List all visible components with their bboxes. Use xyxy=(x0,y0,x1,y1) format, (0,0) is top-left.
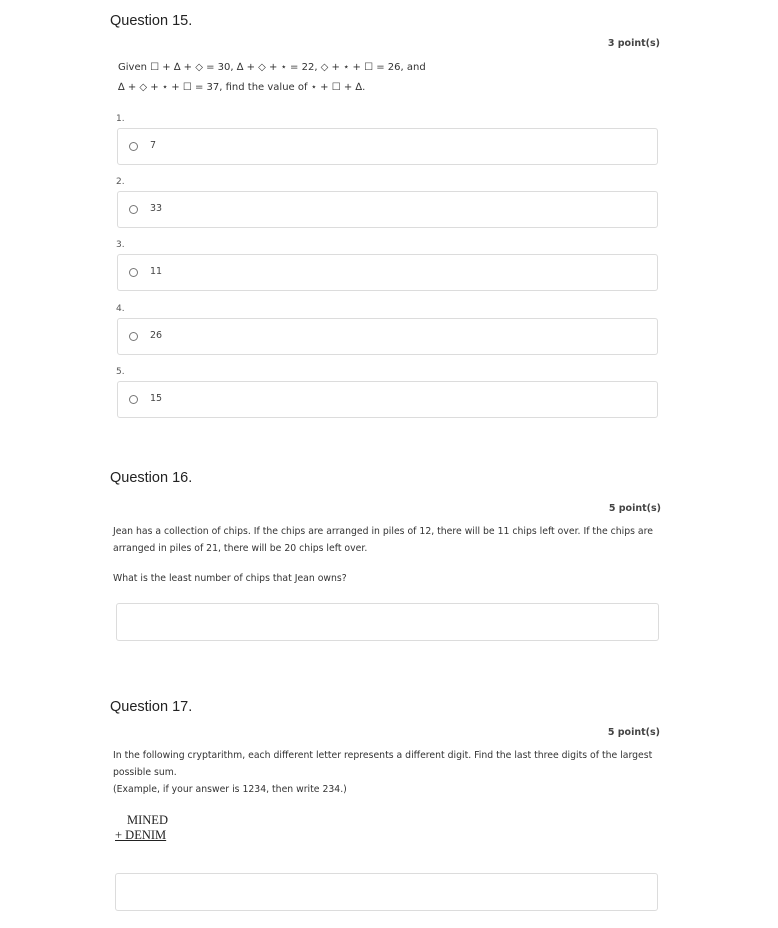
question-16-answer-input[interactable] xyxy=(117,604,658,640)
option-1-label: 7 xyxy=(150,140,157,151)
option-2-label: 33 xyxy=(150,203,163,214)
option-1-number: 1. xyxy=(116,114,125,124)
cryptarithm xyxy=(115,813,168,843)
question-16-text-line2: arranged in piles of 21, there will be 20 chips left over. xyxy=(113,543,368,554)
option-5-label: 15 xyxy=(150,393,163,404)
question-17-text-line2: possible sum. xyxy=(113,767,177,778)
question-16-text xyxy=(113,523,653,557)
question-17-text xyxy=(113,747,652,798)
radio-button-3[interactable] xyxy=(129,268,138,277)
question-17-text-line1: In the following cryptarithm, each different letter represents a different digit. Find the last three digits of the largest xyxy=(113,750,653,761)
option-4-number: 4. xyxy=(116,304,125,314)
question-16-points: 5 point(s) xyxy=(608,503,661,514)
question-17-text-line3: (Example, if your answer is 1234, then write 234.) xyxy=(113,784,347,795)
option-2-number: 2. xyxy=(116,177,125,187)
question-16-text-line1: Jean has a collection of chips. If the chips are arranged in piles of 12, there will be 11 chips left over. If the chips are xyxy=(113,526,653,537)
cryptarithm-line1: MINED xyxy=(127,813,168,827)
radio-button-1[interactable] xyxy=(129,142,138,151)
option-3-number: 3. xyxy=(116,240,125,250)
option-3[interactable] xyxy=(117,254,658,291)
question-15-points: 3 point(s) xyxy=(607,38,660,49)
option-2[interactable] xyxy=(117,191,658,228)
question-15-text xyxy=(118,59,426,96)
radio-button-5[interactable] xyxy=(129,395,138,404)
option-5-number: 5. xyxy=(116,367,125,377)
option-1[interactable] xyxy=(117,128,658,165)
option-3-label: 11 xyxy=(150,266,163,277)
option-5[interactable] xyxy=(117,381,658,418)
question-16-answer-field[interactable] xyxy=(116,603,659,641)
question-17-answer-input[interactable] xyxy=(116,874,657,910)
question-15-text-line2: ∆ + ◇ + ⋆ + ☐ = 37, find the value of ⋆ + ☐ + ∆. xyxy=(118,82,366,93)
question-16-prompt: What is the least number of chips that Jean owns? xyxy=(113,573,347,584)
question-17-title: Question 17. xyxy=(110,699,193,715)
radio-button-4[interactable] xyxy=(129,332,138,341)
question-17-answer-field[interactable] xyxy=(115,873,658,911)
option-4[interactable] xyxy=(117,318,658,355)
question-17-points: 5 point(s) xyxy=(607,727,660,738)
option-4-label: 26 xyxy=(150,330,163,341)
question-15-text-line1: Given ☐ + ∆ + ◇ = 30, ∆ + ◇ + ⋆ = 22, ◇ + ⋆ + ☐ = 26, and xyxy=(118,62,426,73)
cryptarithm-line2: + DENIM xyxy=(115,828,167,842)
question-16-title: Question 16. xyxy=(110,470,193,486)
question-15-title: Question 15. xyxy=(110,13,193,29)
radio-button-2[interactable] xyxy=(129,205,138,214)
